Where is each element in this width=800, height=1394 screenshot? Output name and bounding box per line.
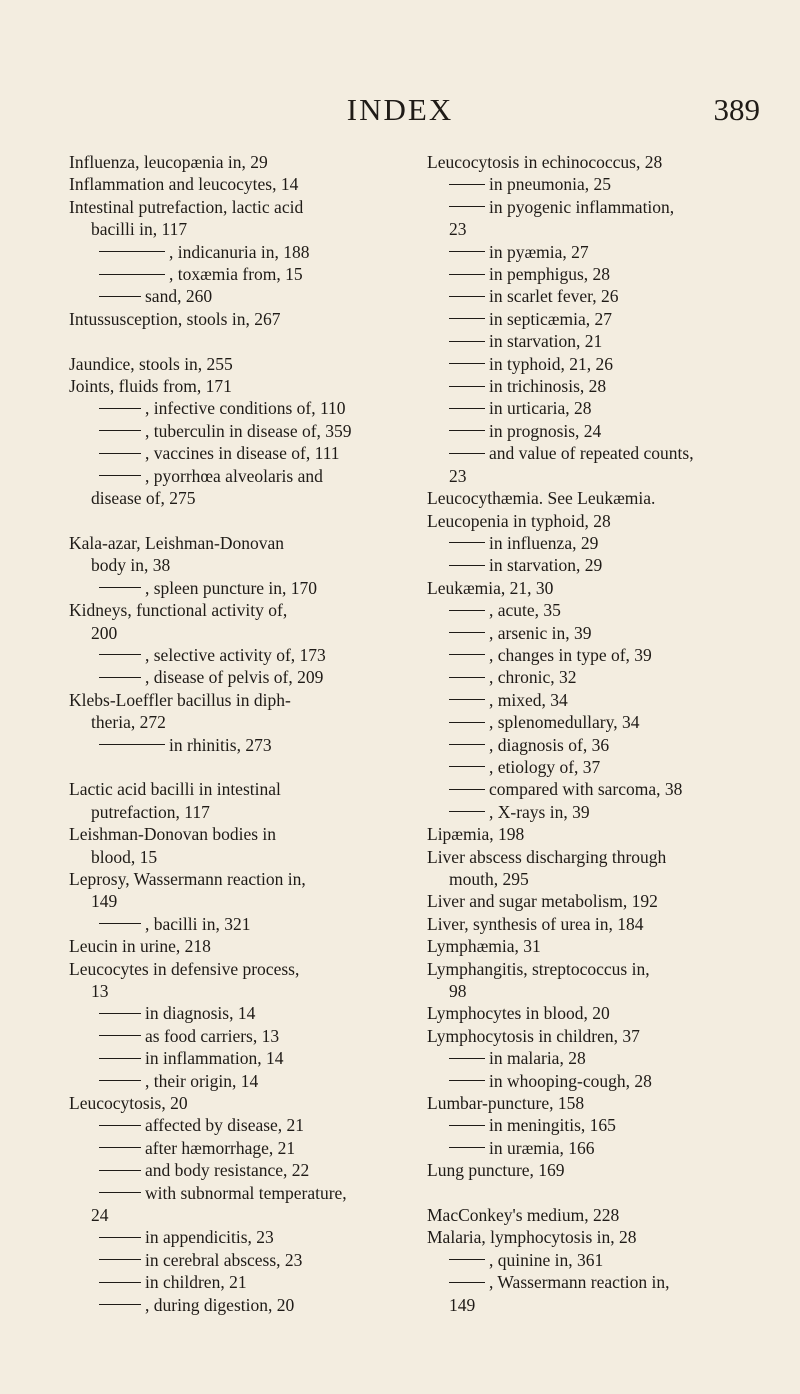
repeat-dash [449, 408, 485, 409]
index-entry [69, 577, 419, 599]
index-entry-text: Kala-azar, Leishman-Donovan [69, 532, 285, 553]
index-entry-text: after hæmorrhage, 21 [145, 1137, 296, 1158]
index-entry [69, 196, 419, 218]
index-entry-text: Malaria, lymphocytosis in, 28 [427, 1227, 637, 1248]
index-entry-text: Jaundice, stools in, 255 [69, 353, 233, 374]
index-entry [69, 958, 419, 980]
index-entry [427, 1025, 775, 1047]
index-entry-text: Kidneys, functional activity of, [69, 600, 288, 621]
index-entry-text: in prognosis, 24 [489, 420, 602, 441]
index-entry [69, 935, 419, 957]
index-entry [427, 756, 775, 778]
repeat-dash [99, 475, 141, 476]
index-entry-text: mouth, 295 [449, 869, 529, 889]
repeat-dash [99, 1080, 141, 1081]
repeat-dash [449, 318, 485, 319]
index-entry [427, 823, 775, 845]
index-entry [69, 375, 419, 397]
repeat-dash [99, 408, 141, 409]
index-entry-text: in inflammation, 14 [145, 1048, 284, 1069]
index-entry-text: Leucopenia in typhoid, 28 [427, 510, 611, 531]
index-entry-text: , tuberculin in disease of, 359 [145, 420, 352, 441]
index-entry-text: in typhoid, 21, 26 [489, 353, 613, 374]
repeat-dash [99, 1035, 141, 1036]
index-entry-text: Lymphæmia, 31 [427, 936, 541, 957]
index-entry [427, 958, 775, 980]
index-entry-text: in pyogenic inflammation, [489, 196, 675, 217]
index-entry-text: compared with sarcoma, 38 [489, 779, 683, 800]
repeat-dash [99, 587, 141, 588]
index-entry [427, 1047, 775, 1069]
index-entry-text: in starvation, 21 [489, 331, 603, 352]
repeat-dash [99, 1237, 141, 1238]
repeat-dash [99, 430, 141, 431]
index-entry [69, 1271, 419, 1293]
index-entry-text: Leprosy, Wassermann reaction in, [69, 868, 306, 889]
index-entry-text: 149 [449, 1294, 476, 1315]
repeat-dash [449, 722, 485, 723]
index-entry-text: in whooping-cough, 28 [489, 1070, 652, 1091]
index-entry-continuation [69, 1204, 419, 1226]
repeat-dash [449, 744, 485, 745]
index-entry [427, 778, 775, 800]
index-entry-continuation [69, 487, 419, 509]
index-entry-text: in appendicitis, 23 [145, 1227, 274, 1248]
repeat-dash [99, 1058, 141, 1059]
index-entry [427, 689, 775, 711]
repeat-dash [449, 430, 485, 431]
index-entry [427, 1114, 775, 1136]
index-entry [427, 241, 775, 263]
index-entry-continuation [69, 711, 419, 733]
index-entry-text: 98 [449, 981, 467, 1002]
index-entry-text: in pyæmia, 27 [489, 241, 589, 262]
index-entry-text: Intussusception, stools in, 267 [69, 308, 281, 329]
index-entry-text: affected by disease, 21 [145, 1115, 305, 1136]
index-entry-text: , bacilli in, 321 [145, 913, 251, 934]
index-entry [69, 913, 419, 935]
index-entry-text: 23 [449, 465, 467, 486]
index-entry [69, 599, 419, 621]
index-entry-text: with subnormal temperature, [145, 1182, 347, 1203]
index-entry-continuation [427, 980, 775, 1002]
index-entry-text: , during digestion, 20 [145, 1294, 295, 1315]
page-number: 389 [713, 92, 760, 127]
index-entry-text: , X-rays in, 39 [489, 801, 590, 822]
repeat-dash [449, 206, 485, 207]
index-entry-text: Leucocythæmia. See Leukæmia. [427, 488, 656, 509]
index-entry-text: in cerebral abscess, 23 [145, 1249, 303, 1270]
index-entry [427, 913, 775, 935]
index-entry-text: , pyorrhœa alveolaris and [145, 465, 323, 486]
index-entry-continuation [427, 1294, 775, 1316]
repeat-dash [449, 251, 485, 252]
index-entry-text: Lymphocytes in blood, 20 [427, 1003, 610, 1024]
index-entry-continuation [69, 218, 419, 240]
index-entry [427, 1070, 775, 1092]
index-entry [427, 666, 775, 688]
index-entry-text: Klebs-Loeffler bacillus in diph- [69, 689, 291, 710]
index-entry-text: MacConkey's medium, 228 [427, 1205, 620, 1226]
index-entry-text: , selective activity of, 173 [145, 644, 326, 665]
index-entry-text: Influenza, leucopænia in, 29 [69, 152, 268, 172]
index-entry-continuation [69, 622, 419, 644]
repeat-dash [99, 1192, 141, 1193]
index-entry-text: Inflammation and leucocytes, 14 [69, 174, 299, 195]
repeat-dash [449, 1259, 485, 1260]
index-entry [427, 375, 775, 397]
entry-gap [69, 756, 419, 778]
repeat-dash [449, 565, 485, 566]
index-entry [69, 1114, 419, 1136]
index-entry [427, 1002, 775, 1024]
index-entry-text: Liver and sugar metabolism, 192 [427, 891, 658, 912]
index-entry [427, 1159, 775, 1181]
index-entry-text: 200 [91, 622, 118, 643]
index-entry [427, 734, 775, 756]
repeat-dash [449, 542, 485, 543]
index-entry [427, 308, 775, 330]
repeat-dash [449, 1147, 485, 1148]
repeat-dash [99, 296, 141, 297]
index-entry [69, 285, 419, 307]
index-entry-text: Leishman-Donovan bodies in [69, 824, 277, 845]
entry-gap [427, 1182, 775, 1204]
index-entry [427, 330, 775, 352]
repeat-dash [99, 1170, 141, 1171]
repeat-dash [99, 1259, 141, 1260]
index-entry-text: Lymphangitis, streptococcus in, [427, 958, 650, 979]
index-entry-continuation [69, 980, 419, 1002]
index-column-right [427, 151, 775, 1316]
index-entry [427, 173, 775, 195]
index-entry [69, 1294, 419, 1316]
index-entry [427, 196, 775, 218]
index-entry [69, 1092, 419, 1114]
index-entry-text: Lumbar-puncture, 158 [427, 1093, 585, 1114]
index-entry [427, 554, 775, 576]
index-entry-continuation [69, 890, 419, 912]
repeat-dash [449, 632, 485, 633]
index-entry [427, 1092, 775, 1114]
index-entry [69, 689, 419, 711]
index-entry [69, 666, 419, 688]
index-entry-text: bacilli in, 117 [91, 219, 188, 240]
repeat-dash [99, 744, 165, 745]
index-entry-text: Lipæmia, 198 [427, 824, 525, 845]
repeat-dash [99, 1147, 141, 1148]
repeat-dash [99, 251, 165, 252]
index-entry-text: 13 [91, 980, 109, 1001]
repeat-dash [449, 677, 485, 678]
index-entry-text: Intestinal putrefaction, lactic acid [69, 196, 304, 217]
repeat-dash [449, 453, 485, 454]
index-entry-text: Joints, fluids from, 171 [69, 376, 232, 397]
index-entry-text: 24 [91, 1205, 109, 1226]
index-entry-text: Leukæmia, 21, 30 [427, 577, 554, 598]
entry-gap [69, 509, 419, 531]
index-entry-text: , disease of pelvis of, 209 [145, 667, 324, 688]
repeat-dash [99, 923, 141, 924]
index-entry [69, 353, 419, 375]
repeat-dash [449, 1282, 485, 1283]
index-entry-continuation [69, 846, 419, 868]
index-entry [69, 734, 419, 756]
index-entry-text: 149 [91, 891, 118, 912]
index-entry-text: Lung puncture, 169 [427, 1160, 565, 1181]
index-entry [427, 1137, 775, 1159]
index-entry [427, 487, 775, 509]
index-entry-continuation [427, 868, 775, 890]
index-entry [427, 353, 775, 375]
repeat-dash [449, 1080, 485, 1081]
index-entry [69, 263, 419, 285]
index-entry-text: and value of repeated counts, [489, 443, 694, 464]
index-entry [69, 420, 419, 442]
index-entry-text: Leucocytosis, 20 [69, 1093, 188, 1114]
index-entry [427, 263, 775, 285]
index-entry-text: , splenomedullary, 34 [489, 712, 640, 733]
index-entry-text: , quinine in, 361 [489, 1249, 604, 1270]
index-entry [427, 420, 775, 442]
repeat-dash [449, 274, 485, 275]
entry-gap [69, 330, 419, 352]
index-entry [427, 285, 775, 307]
index-entry-text: in septicæmia, 27 [489, 308, 612, 329]
repeat-dash [449, 654, 485, 655]
index-entry [427, 622, 775, 644]
index-entry [69, 151, 419, 173]
index-entry [427, 935, 775, 957]
index-entry-text: in influenza, 29 [489, 532, 599, 553]
index-entry [69, 1249, 419, 1271]
index-entry [427, 599, 775, 621]
index-entry-text: in pneumonia, 25 [489, 174, 611, 195]
repeat-dash [449, 1125, 485, 1126]
index-entry-text: 23 [449, 219, 467, 240]
index-entry [427, 151, 775, 173]
repeat-dash [449, 1058, 485, 1059]
index-entry [69, 823, 419, 845]
index-entry [69, 465, 419, 487]
index-entry [427, 890, 775, 912]
index-entry-text: in scarlet fever, 26 [489, 286, 619, 307]
index-entry-text: putrefaction, 117 [91, 801, 210, 822]
repeat-dash [449, 610, 485, 611]
index-entry [69, 644, 419, 666]
repeat-dash [99, 1282, 141, 1283]
index-entry [69, 1025, 419, 1047]
index-entry-text: , arsenic in, 39 [489, 622, 592, 643]
repeat-dash [449, 184, 485, 185]
index-entry [427, 846, 775, 868]
index-entry-text: in uræmia, 166 [489, 1137, 595, 1158]
index-entry-text: , indicanuria in, 188 [169, 241, 310, 262]
index-entry-text: , chronic, 32 [489, 667, 577, 688]
index-entry-text: in children, 21 [145, 1272, 247, 1293]
index-entry-text: , spleen puncture in, 170 [145, 577, 318, 598]
index-entry-text: theria, 272 [91, 712, 166, 733]
index-entry-text: Leucocytosis in echinococcus, 28 [427, 152, 663, 172]
index-entry [69, 308, 419, 330]
index-entry-text: Leucin in urine, 218 [69, 936, 211, 957]
index-entry-text: in trichinosis, 28 [489, 376, 607, 397]
repeat-dash [99, 1125, 141, 1126]
index-entry-text: Liver, synthesis of urea in, 184 [427, 913, 644, 934]
index-entry [427, 510, 775, 532]
repeat-dash [449, 341, 485, 342]
index-entry [69, 1159, 419, 1181]
index-entry [69, 1182, 419, 1204]
index-entry-text: in malaria, 28 [489, 1048, 586, 1069]
repeat-dash [449, 363, 485, 364]
index-entry [69, 532, 419, 554]
index-entry-text: in starvation, 29 [489, 555, 603, 576]
index-entry-text: Lymphocytosis in children, 37 [427, 1025, 640, 1046]
index-entry [69, 778, 419, 800]
index-entry [69, 1047, 419, 1069]
index-entry [427, 577, 775, 599]
index-entry-text: Leucocytes in defensive process, [69, 958, 300, 979]
index-entry [427, 532, 775, 554]
index-entry-text: in diagnosis, 14 [145, 1003, 256, 1024]
repeat-dash [449, 699, 485, 700]
index-entry [69, 868, 419, 890]
index-entry-text: sand, 260 [145, 286, 213, 307]
index-entry [427, 1204, 775, 1226]
index-entry-text: , infective conditions of, 110 [145, 398, 346, 419]
index-entry [69, 241, 419, 263]
index-entry [69, 1070, 419, 1092]
repeat-dash [99, 1013, 141, 1014]
index-entry-text: , toxæmia from, 15 [169, 264, 303, 285]
index-entry [69, 1002, 419, 1024]
index-entry [69, 397, 419, 419]
repeat-dash [449, 296, 485, 297]
index-entry [69, 1137, 419, 1159]
index-entry-text: , diagnosis of, 36 [489, 734, 610, 755]
page-title: INDEX [346, 92, 454, 127]
index-entry-text: Liver abscess discharging through [427, 846, 667, 867]
index-entry [427, 711, 775, 733]
index-entry-text: , changes in type of, 39 [489, 644, 652, 665]
repeat-dash [99, 654, 141, 655]
repeat-dash [449, 811, 485, 812]
index-entry-text: , acute, 35 [489, 600, 561, 621]
index-entry-continuation [427, 218, 775, 240]
index-entry-text: and body resistance, 22 [145, 1160, 310, 1181]
index-column-left [69, 151, 419, 1316]
repeat-dash [99, 453, 141, 454]
repeat-dash [99, 677, 141, 678]
index-entry-text: in meningitis, 165 [489, 1115, 616, 1136]
index-entry-text: , mixed, 34 [489, 689, 568, 710]
index-entry [69, 1226, 419, 1248]
index-entry [427, 1249, 775, 1271]
index-entry [427, 397, 775, 419]
index-entry-text: disease of, 275 [91, 488, 196, 509]
index-entry [427, 644, 775, 666]
index-entry-text: Lactic acid bacilli in intestinal [69, 779, 281, 800]
index-entry-text: in rhinitis, 273 [169, 734, 272, 755]
index-entry-text: , Wassermann reaction in, [489, 1272, 670, 1293]
index-entry [69, 173, 419, 195]
index-entry-text: body in, 38 [91, 555, 171, 576]
index-entry-text: , etiology of, 37 [489, 756, 601, 777]
index-entry-continuation [427, 465, 775, 487]
index-entry-text: blood, 15 [91, 846, 158, 867]
index-entry [427, 1271, 775, 1293]
index-entry [427, 1226, 775, 1248]
index-entry [69, 442, 419, 464]
repeat-dash [99, 1304, 141, 1305]
index-entry [427, 442, 775, 464]
index-entry [427, 801, 775, 823]
repeat-dash [449, 386, 485, 387]
index-entry-text: in pemphigus, 28 [489, 264, 611, 285]
index-entry-text: as food carriers, 13 [145, 1025, 280, 1046]
repeat-dash [449, 789, 485, 790]
index-entry-continuation [69, 801, 419, 823]
repeat-dash [99, 274, 165, 275]
index-entry-text: , vaccines in disease of, 111 [145, 443, 340, 464]
index-entry-text: , their origin, 14 [145, 1070, 259, 1091]
repeat-dash [449, 766, 485, 767]
index-entry-text: in urticaria, 28 [489, 398, 592, 419]
index-entry-continuation [69, 554, 419, 576]
